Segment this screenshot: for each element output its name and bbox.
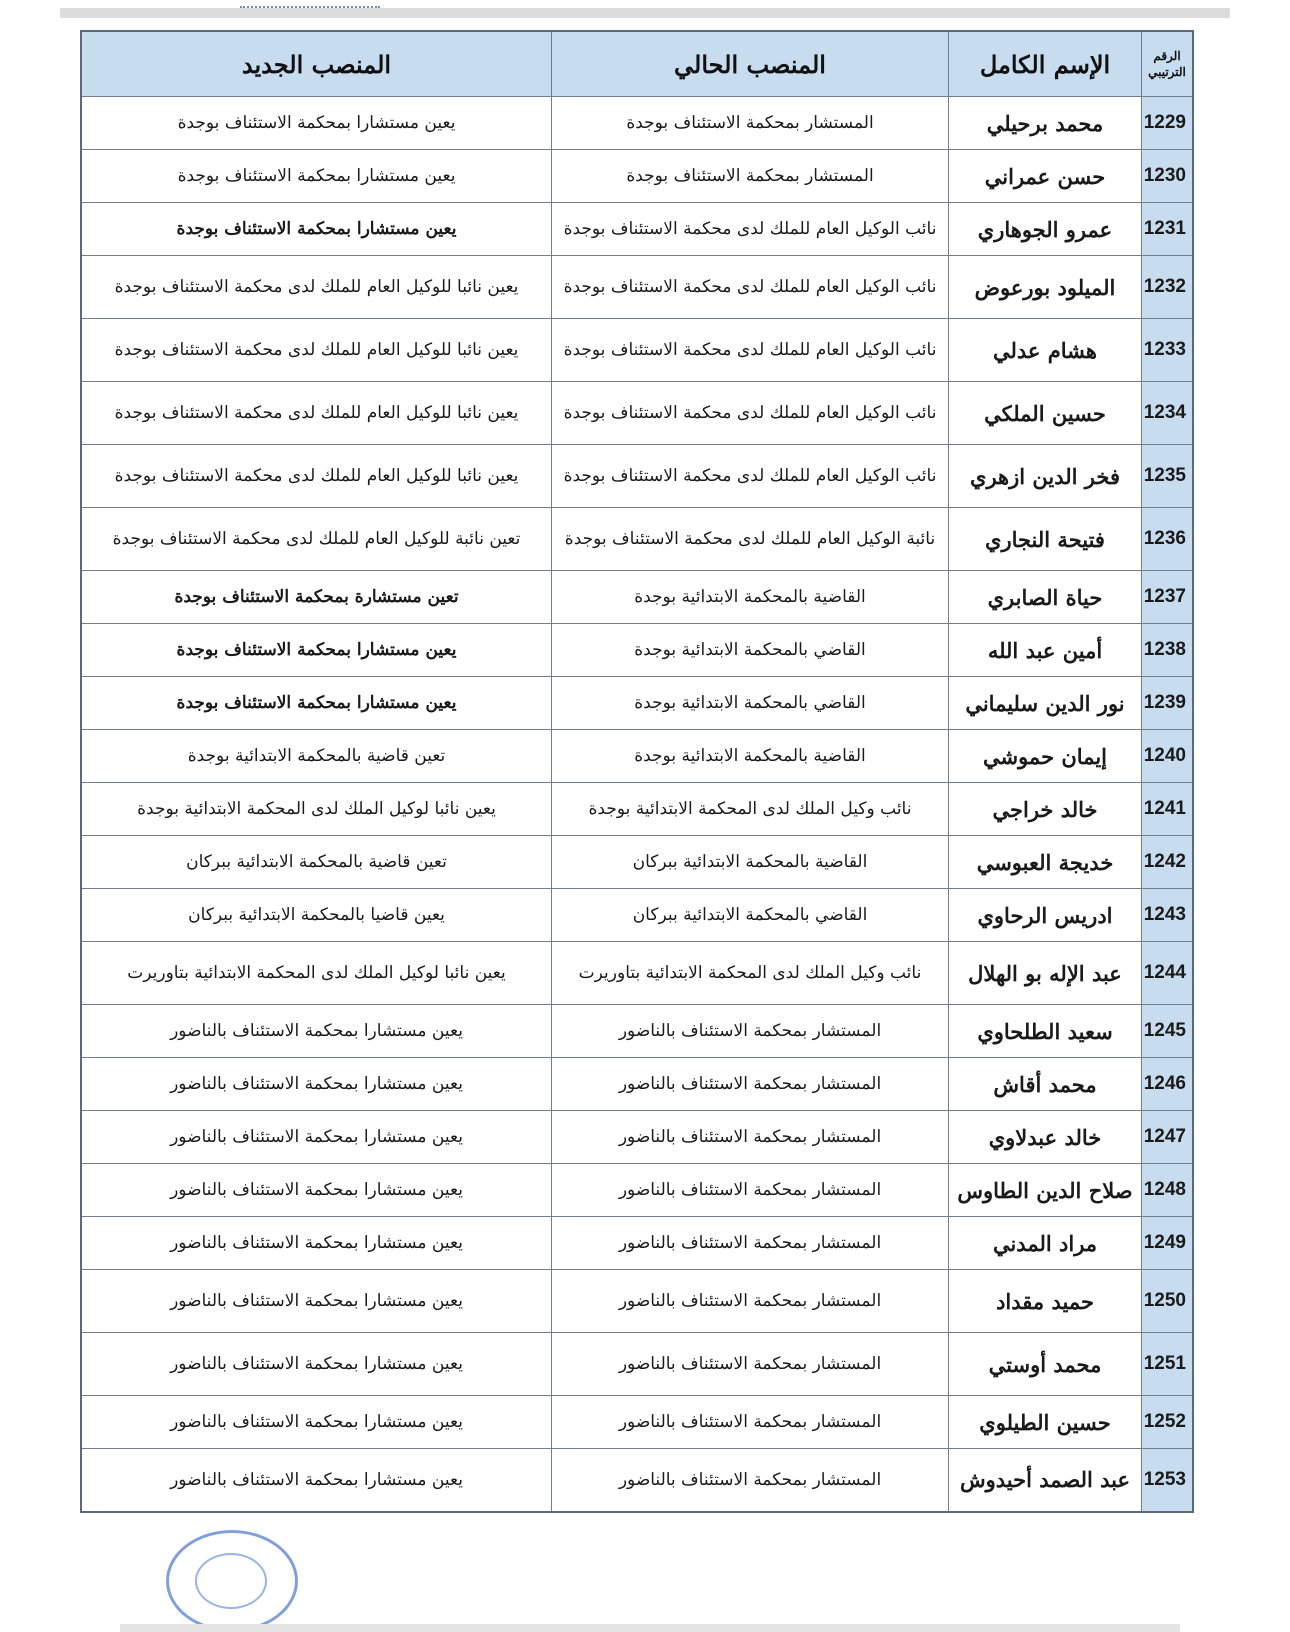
new-position-cell: يعين قاضيا بالمحكمة الابتدائية ببركان — [81, 889, 552, 942]
serial-number-cell: 1240 — [1142, 730, 1194, 783]
current-position-cell: المستشار بمحكمة الاستئناف بالناضور — [552, 1111, 949, 1164]
table-row — [81, 783, 1193, 836]
serial-number-cell: 1239 — [1142, 677, 1194, 730]
top-page-edge — [60, 8, 1230, 18]
current-position-cell: القاضي بالمحكمة الابتدائية بوجدة — [552, 677, 949, 730]
serial-number-cell: 1242 — [1142, 836, 1194, 889]
table-row — [81, 1333, 1193, 1396]
table-row — [81, 445, 1193, 508]
full-name-cell: حميد مقداد — [949, 1270, 1142, 1333]
header-current-position: المنصب الحالي — [552, 31, 949, 97]
current-position-cell: نائب الوكيل العام للملك لدى محكمة الاستئناف بوجدة — [552, 319, 949, 382]
header-new-position: المنصب الجديد — [81, 31, 552, 97]
serial-number-cell: 1237 — [1142, 571, 1194, 624]
serial-number-cell: 1231 — [1142, 203, 1194, 256]
current-position-cell: المستشار بمحكمة الاستئناف بوجدة — [552, 150, 949, 203]
appointments-table-container — [80, 30, 1194, 1513]
header-serial-number: الرقم الترتيبي — [1142, 31, 1194, 97]
new-position-cell: تعين نائبة للوكيل العام للملك لدى محكمة الاستئناف بوجدة — [81, 508, 552, 571]
header-full-name: الإسم الكامل — [949, 31, 1142, 97]
new-position-cell: يعين نائبا للوكيل العام للملك لدى محكمة الاستئناف بوجدة — [81, 319, 552, 382]
new-position-cell: تعين مستشارة بمحكمة الاستئناف بوجدة — [81, 571, 552, 624]
serial-number-cell: 1246 — [1142, 1058, 1194, 1111]
current-position-cell: القاضي بالمحكمة الابتدائية ببركان — [552, 889, 949, 942]
current-position-cell: نائب وكيل الملك لدى المحكمة الابتدائية بتاوريرت — [552, 942, 949, 1005]
new-position-cell: يعين مستشارا بمحكمة الاستئناف بوجدة — [81, 677, 552, 730]
full-name-cell: أمين عبد الله — [949, 624, 1142, 677]
serial-number-cell: 1233 — [1142, 319, 1194, 382]
table-header-row — [81, 31, 1193, 97]
serial-number-cell: 1248 — [1142, 1164, 1194, 1217]
current-position-cell: القاضية بالمحكمة الابتدائية بوجدة — [552, 571, 949, 624]
table-row — [81, 1449, 1193, 1512]
full-name-cell: فتيحة النجاري — [949, 508, 1142, 571]
full-name-cell: محمد أقاش — [949, 1058, 1142, 1111]
table-row — [81, 97, 1193, 150]
new-position-cell: يعين مستشارا بمحكمة الاستئناف بالناضور — [81, 1396, 552, 1449]
full-name-cell: فخر الدين ازهري — [949, 445, 1142, 508]
full-name-cell: صلاح الدين الطاوس — [949, 1164, 1142, 1217]
table-row — [81, 1111, 1193, 1164]
current-position-cell: المستشار بمحكمة الاستئناف بالناضور — [552, 1333, 949, 1396]
new-position-cell: يعين نائبا لوكيل الملك لدى المحكمة الابتدائية بوجدة — [81, 783, 552, 836]
full-name-cell: عبد الإله بو الهلال — [949, 942, 1142, 1005]
full-name-cell: خالد خراجي — [949, 783, 1142, 836]
table-row — [81, 836, 1193, 889]
table-row — [81, 256, 1193, 319]
current-position-cell: المستشار بمحكمة الاستئناف بوجدة — [552, 97, 949, 150]
current-position-cell: نائب الوكيل العام للملك لدى محكمة الاستئناف بوجدة — [552, 382, 949, 445]
current-position-cell: نائب الوكيل العام للملك لدى محكمة الاستئناف بوجدة — [552, 256, 949, 319]
current-position-cell: المستشار بمحكمة الاستئناف بالناضور — [552, 1058, 949, 1111]
serial-number-cell: 1247 — [1142, 1111, 1194, 1164]
new-position-cell: يعين نائبا للوكيل العام للملك لدى محكمة الاستئناف بوجدة — [81, 256, 552, 319]
current-position-cell: المستشار بمحكمة الاستئناف بالناضور — [552, 1396, 949, 1449]
full-name-cell: هشام عدلي — [949, 319, 1142, 382]
new-position-cell: يعين مستشارا بمحكمة الاستئناف بالناضور — [81, 1217, 552, 1270]
serial-number-cell: 1250 — [1142, 1270, 1194, 1333]
serial-number-cell: 1251 — [1142, 1333, 1194, 1396]
serial-number-cell: 1253 — [1142, 1449, 1194, 1512]
new-position-cell: يعين مستشارا بمحكمة الاستئناف بالناضور — [81, 1333, 552, 1396]
top-cropped-text — [240, 0, 380, 8]
full-name-cell: حسن عمراني — [949, 150, 1142, 203]
serial-number-cell: 1243 — [1142, 889, 1194, 942]
full-name-cell: ادريس الرحاوي — [949, 889, 1142, 942]
table-row — [81, 1058, 1193, 1111]
serial-number-cell: 1241 — [1142, 783, 1194, 836]
table-row — [81, 508, 1193, 571]
current-position-cell: المستشار بمحكمة الاستئناف بالناضور — [552, 1164, 949, 1217]
full-name-cell: خالد عبدلاوي — [949, 1111, 1142, 1164]
full-name-cell: محمد أوستي — [949, 1333, 1142, 1396]
current-position-cell: نائب الوكيل العام للملك لدى محكمة الاستئناف بوجدة — [552, 203, 949, 256]
table-row — [81, 1005, 1193, 1058]
new-position-cell: يعين مستشارا بمحكمة الاستئناف بالناضور — [81, 1449, 552, 1512]
new-position-cell: يعين مستشارا بمحكمة الاستئناف بوجدة — [81, 203, 552, 256]
serial-number-cell: 1235 — [1142, 445, 1194, 508]
full-name-cell: حياة الصابري — [949, 571, 1142, 624]
current-position-cell: نائبة الوكيل العام للملك لدى محكمة الاستئناف بوجدة — [552, 508, 949, 571]
table-row — [81, 1270, 1193, 1333]
current-position-cell: المستشار بمحكمة الاستئناف بالناضور — [552, 1270, 949, 1333]
new-position-cell: يعين نائبا للوكيل العام للملك لدى محكمة الاستئناف بوجدة — [81, 445, 552, 508]
current-position-cell: نائب وكيل الملك لدى المحكمة الابتدائية بوجدة — [552, 783, 949, 836]
full-name-cell: خديجة العبوسي — [949, 836, 1142, 889]
table-row — [81, 889, 1193, 942]
table-row — [81, 730, 1193, 783]
new-position-cell: يعين مستشارا بمحكمة الاستئناف بالناضور — [81, 1005, 552, 1058]
new-position-cell: يعين مستشارا بمحكمة الاستئناف بالناضور — [81, 1164, 552, 1217]
table-row — [81, 203, 1193, 256]
new-position-cell: يعين مستشارا بمحكمة الاستئناف بالناضور — [81, 1058, 552, 1111]
new-position-cell: يعين مستشارا بمحكمة الاستئناف بوجدة — [81, 624, 552, 677]
current-position-cell: نائب الوكيل العام للملك لدى محكمة الاستئناف بوجدة — [552, 445, 949, 508]
table-body — [81, 97, 1193, 1512]
serial-number-cell: 1238 — [1142, 624, 1194, 677]
full-name-cell: مراد المدني — [949, 1217, 1142, 1270]
full-name-cell: حسين الملكي — [949, 382, 1142, 445]
table-row — [81, 150, 1193, 203]
full-name-cell: عمرو الجوهاري — [949, 203, 1142, 256]
table-row — [81, 1217, 1193, 1270]
new-position-cell: يعين نائبا للوكيل العام للملك لدى محكمة الاستئناف بوجدة — [81, 382, 552, 445]
table-row — [81, 1164, 1193, 1217]
full-name-cell: نور الدين سليماني — [949, 677, 1142, 730]
new-position-cell: يعين مستشارا بمحكمة الاستئناف بالناضور — [81, 1270, 552, 1333]
table-row — [81, 677, 1193, 730]
table-row — [81, 319, 1193, 382]
table-row — [81, 624, 1193, 677]
current-position-cell: المستشار بمحكمة الاستئناف بالناضور — [552, 1005, 949, 1058]
serial-number-cell: 1236 — [1142, 508, 1194, 571]
new-position-cell: يعين نائبا لوكيل الملك لدى المحكمة الابتدائية بتاوريرت — [81, 942, 552, 1005]
new-position-cell: يعين مستشارا بمحكمة الاستئناف بوجدة — [81, 150, 552, 203]
official-seal-icon — [166, 1530, 298, 1632]
serial-number-cell: 1234 — [1142, 382, 1194, 445]
full-name-cell: إيمان حموشي — [949, 730, 1142, 783]
full-name-cell: محمد برحيلي — [949, 97, 1142, 150]
serial-number-cell: 1244 — [1142, 942, 1194, 1005]
current-position-cell: القاضية بالمحكمة الابتدائية بوجدة — [552, 730, 949, 783]
bottom-page-edge — [120, 1624, 1180, 1632]
new-position-cell: يعين مستشارا بمحكمة الاستئناف بالناضور — [81, 1111, 552, 1164]
table-row — [81, 571, 1193, 624]
serial-number-cell: 1249 — [1142, 1217, 1194, 1270]
current-position-cell: المستشار بمحكمة الاستئناف بالناضور — [552, 1217, 949, 1270]
serial-number-cell: 1229 — [1142, 97, 1194, 150]
full-name-cell: عبد الصمد أحيدوش — [949, 1449, 1142, 1512]
current-position-cell: القاضي بالمحكمة الابتدائية بوجدة — [552, 624, 949, 677]
table-row — [81, 942, 1193, 1005]
appointments-table — [80, 30, 1194, 1513]
full-name-cell: حسين الطيلوي — [949, 1396, 1142, 1449]
new-position-cell: يعين مستشارا بمحكمة الاستئناف بوجدة — [81, 97, 552, 150]
current-position-cell: المستشار بمحكمة الاستئناف بالناضور — [552, 1449, 949, 1512]
serial-number-cell: 1252 — [1142, 1396, 1194, 1449]
new-position-cell: تعين قاضية بالمحكمة الابتدائية بوجدة — [81, 730, 552, 783]
new-position-cell: تعين قاضية بالمحكمة الابتدائية ببركان — [81, 836, 552, 889]
table-row — [81, 1396, 1193, 1449]
current-position-cell: القاضية بالمحكمة الابتدائية ببركان — [552, 836, 949, 889]
serial-number-cell: 1230 — [1142, 150, 1194, 203]
table-row — [81, 382, 1193, 445]
serial-number-cell: 1245 — [1142, 1005, 1194, 1058]
full-name-cell: سعيد الطلحاوي — [949, 1005, 1142, 1058]
full-name-cell: الميلود بورعوض — [949, 256, 1142, 319]
serial-number-cell: 1232 — [1142, 256, 1194, 319]
